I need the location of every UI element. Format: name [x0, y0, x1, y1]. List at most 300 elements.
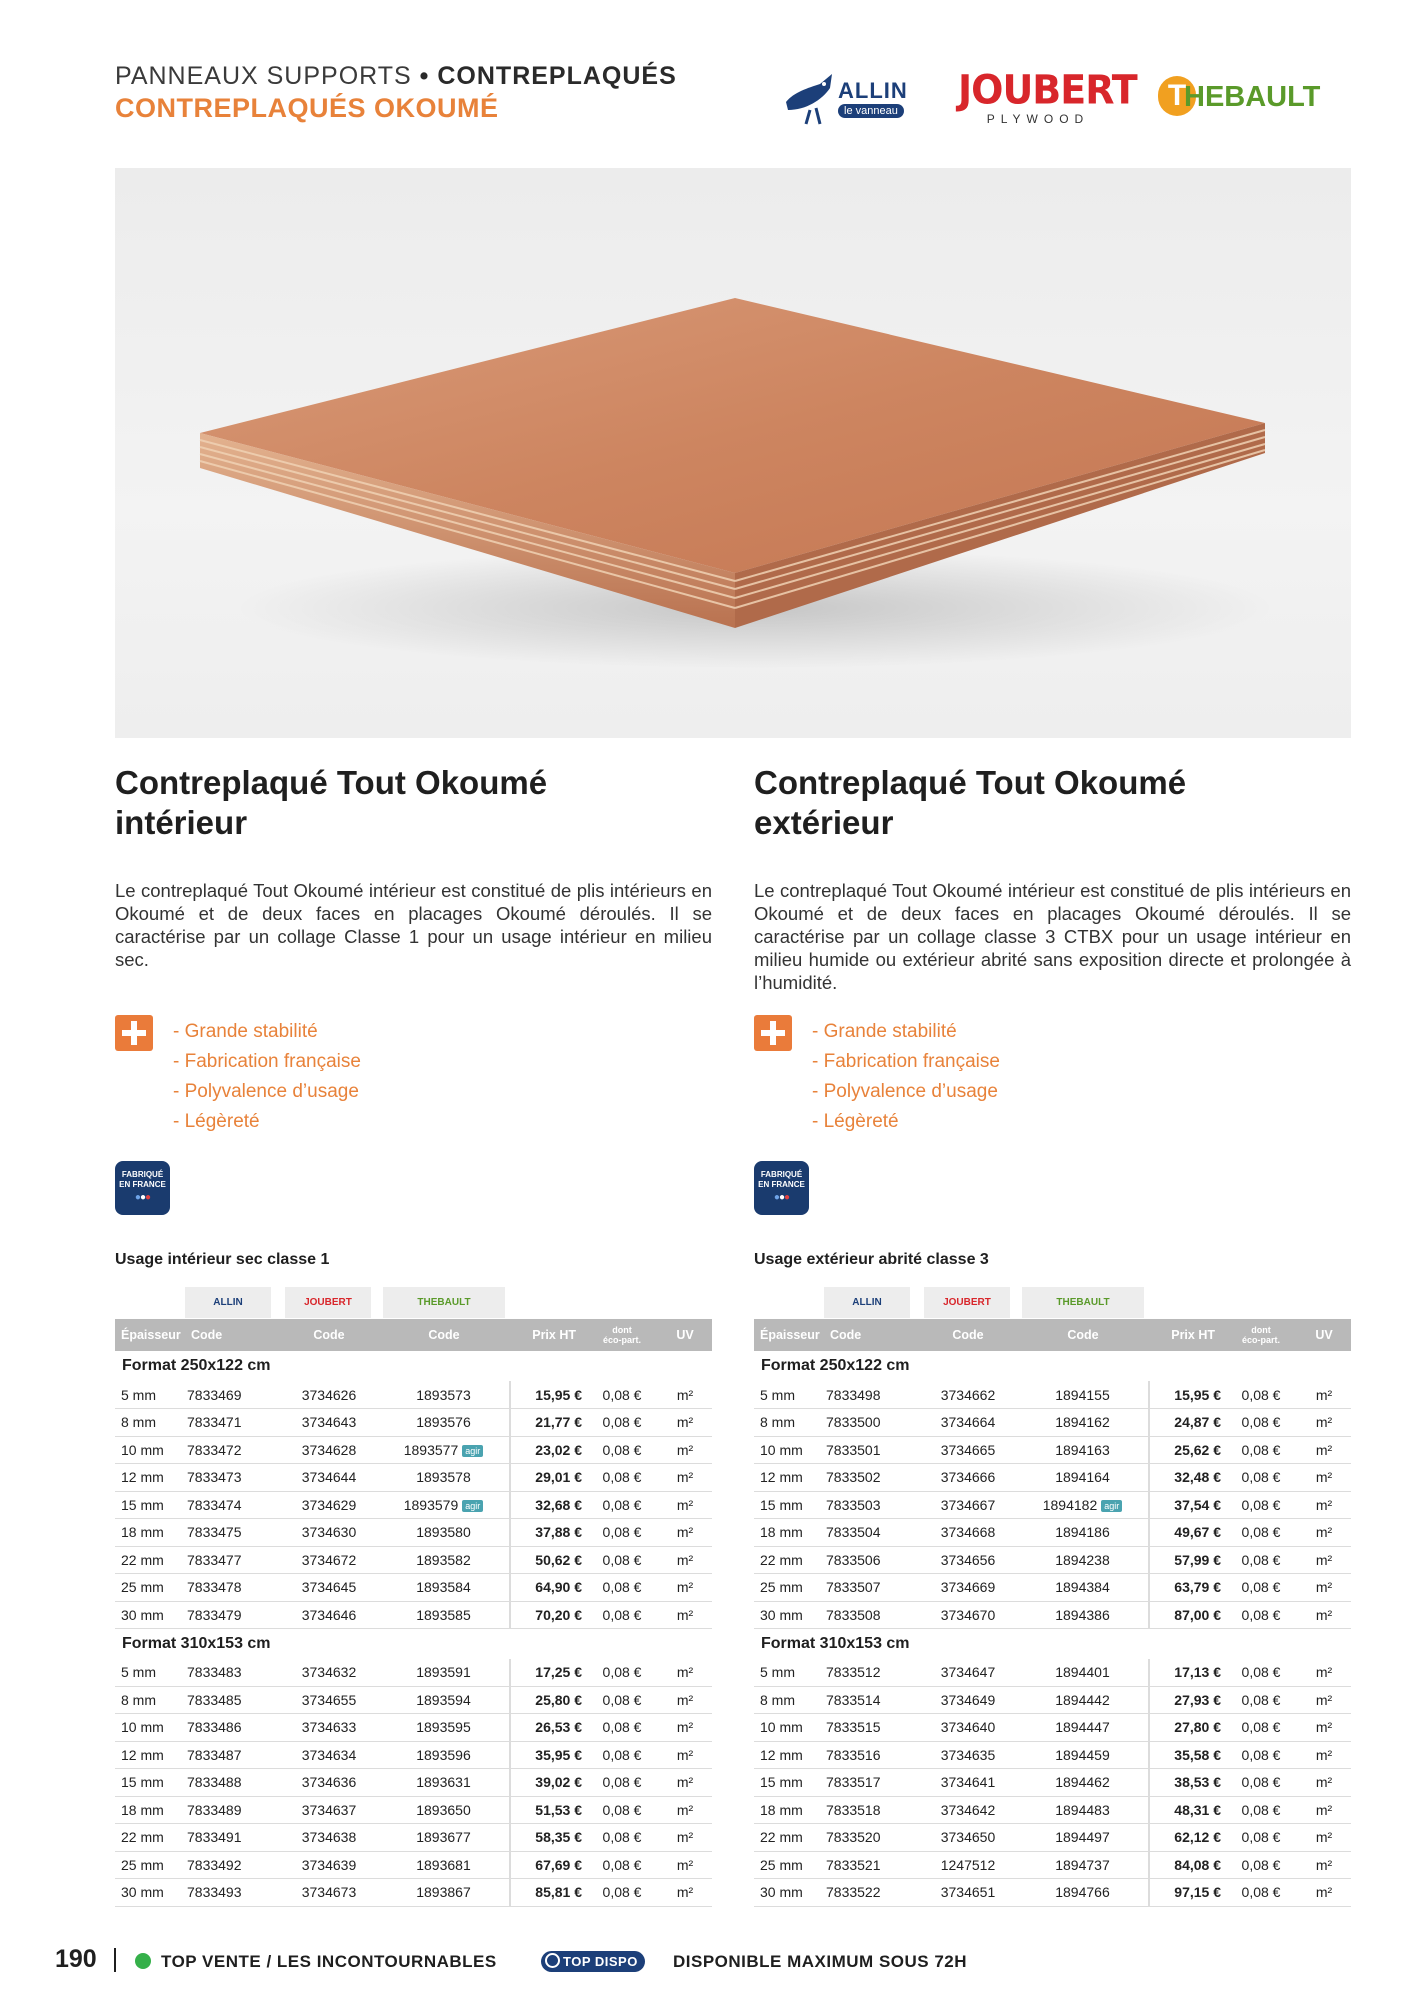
table-header-row [115, 1319, 712, 1351]
cell-epaisseur: 12 mm [115, 1464, 185, 1492]
cell-code-allin: 7833506 [824, 1546, 919, 1574]
cell-code-joubert: 3734650 [919, 1824, 1017, 1852]
cell-code-allin: 7833507 [824, 1574, 919, 1602]
cell-code-joubert: 3734634 [280, 1741, 378, 1769]
thebault-logo [1158, 76, 1333, 120]
cell-eco-part: 0,08 € [1225, 1546, 1297, 1574]
allin-logo-sub: le vanneau [838, 104, 904, 118]
cell-eco-part: 0,08 € [1225, 1519, 1297, 1547]
cell-code-joubert: 3734635 [919, 1741, 1017, 1769]
product-title [115, 763, 712, 847]
product-title-line1: Contreplaqué Tout Okoumé [754, 764, 1187, 801]
cell-code-joubert: 3734664 [919, 1409, 1017, 1437]
cell-eco-part: 0,08 € [1225, 1659, 1297, 1687]
cell-code-joubert: 3734667 [919, 1491, 1017, 1519]
code-value: 1894162 [1055, 1414, 1110, 1431]
mini-joubert-logo: JOUBERT [924, 1287, 1010, 1318]
table-row [115, 1796, 712, 1824]
cell-code-allin: 7833504 [824, 1519, 919, 1547]
cell-code-joubert: 3734628 [280, 1436, 378, 1464]
joubert-logo [958, 66, 1137, 126]
code-value: 1894186 [1055, 1524, 1110, 1541]
cell-prix: 50,62 € [510, 1546, 586, 1574]
cell-eco-part: 0,08 € [1225, 1464, 1297, 1492]
format-header-row [115, 1629, 712, 1659]
cell-prix: 21,77 € [510, 1409, 586, 1437]
product-title-line2: extérieur [754, 804, 894, 841]
code-value: 1894164 [1055, 1469, 1110, 1486]
cell-code-allin: 7833474 [185, 1491, 280, 1519]
cell-code-allin: 7833503 [824, 1491, 919, 1519]
cell-code-joubert: 3734656 [919, 1546, 1017, 1574]
table-brand-row [754, 1287, 1351, 1319]
cell-uv: m² [1297, 1686, 1351, 1714]
cell-code-thebault [1017, 1796, 1149, 1824]
code-value: 1894497 [1055, 1829, 1110, 1846]
cell-uv: m² [658, 1659, 712, 1687]
usage-label: Usage intérieur sec classe 1 [115, 1251, 330, 1268]
cell-code-thebault [378, 1714, 510, 1742]
cell-prix: 70,20 € [510, 1601, 586, 1629]
cell-epaisseur: 5 mm [754, 1381, 824, 1409]
cell-uv: m² [658, 1741, 712, 1769]
table-row [115, 1409, 712, 1437]
code-value: 1893591 [416, 1664, 471, 1680]
cell-prix: 57,99 € [1149, 1546, 1225, 1574]
cell-epaisseur: 10 mm [115, 1436, 185, 1464]
cell-eco-part: 0,08 € [1225, 1796, 1297, 1824]
cell-eco-part: 0,08 € [1225, 1714, 1297, 1742]
clock-icon [545, 1953, 560, 1968]
cell-epaisseur: 18 mm [115, 1519, 185, 1547]
cell-code-thebault [1017, 1824, 1149, 1852]
cell-code-thebault [378, 1686, 510, 1714]
cell-epaisseur: 30 mm [115, 1601, 185, 1629]
cell-epaisseur: 15 mm [754, 1769, 824, 1797]
table-body [115, 1351, 712, 1906]
cell-epaisseur: 25 mm [754, 1851, 824, 1879]
dispo-legend: DISPONIBLE MAXIMUM SOUS 72H [673, 1952, 968, 1971]
mini-thebault-logo: THEBAULT [1022, 1287, 1144, 1318]
cell-eco-part: 0,08 € [586, 1769, 658, 1797]
cell-prix: 84,08 € [1149, 1851, 1225, 1879]
cell-code-joubert: 3734638 [280, 1824, 378, 1852]
format-label: Format 250x122 cm [122, 1357, 271, 1374]
format-label: Format 310x153 cm [761, 1634, 910, 1652]
col-code-joubert: Code [280, 1319, 378, 1351]
table-row [115, 1879, 712, 1907]
cell-prix: 64,90 € [510, 1574, 586, 1602]
plus-icon [754, 1015, 792, 1051]
table-row [115, 1436, 712, 1464]
cell-code-thebault [1017, 1879, 1149, 1907]
cell-code-allin: 7833472 [185, 1436, 280, 1464]
col-code-joubert: Code [919, 1319, 1017, 1351]
cell-eco-part: 0,08 € [586, 1519, 658, 1547]
col-eco-part [586, 1319, 658, 1351]
price-table-wrapper [115, 1287, 712, 1907]
col-code-thebault: Code [1017, 1319, 1149, 1351]
col-prix: Prix HT [510, 1319, 586, 1351]
code-value: 1893582 [416, 1551, 471, 1568]
cell-code-joubert: 3734647 [919, 1659, 1017, 1687]
cell-uv: m² [1297, 1409, 1351, 1437]
cell-prix: 58,35 € [510, 1824, 586, 1852]
cell-code-joubert: 3734642 [919, 1796, 1017, 1824]
benefits-list [173, 1017, 361, 1137]
table-row [754, 1519, 1351, 1547]
cell-code-thebault [378, 1464, 510, 1492]
cell-code-allin: 7833488 [185, 1769, 280, 1797]
cell-eco-part: 0,08 € [1225, 1491, 1297, 1519]
code-value: 1894462 [1055, 1774, 1110, 1791]
cell-code-thebault [378, 1851, 510, 1879]
format-header-row [754, 1351, 1351, 1381]
cell-code-thebault [1017, 1769, 1149, 1797]
cell-code-allin: 7833514 [824, 1686, 919, 1714]
cell-uv: m² [1297, 1659, 1351, 1687]
cell-prix: 51,53 € [510, 1796, 586, 1824]
table-row [115, 1381, 712, 1409]
allin-logo [780, 66, 918, 130]
cell-eco-part: 0,08 € [586, 1879, 658, 1907]
benefit-item: - Grande stabilité [812, 1021, 957, 1042]
allin-logo-name: ALLIN [838, 78, 908, 103]
cell-code-joubert: 3734632 [280, 1659, 378, 1687]
cell-uv: m² [1297, 1491, 1351, 1519]
cell-epaisseur: 30 mm [115, 1879, 185, 1907]
cell-eco-part: 0,08 € [586, 1686, 658, 1714]
cell-code-allin: 7833518 [824, 1796, 919, 1824]
cell-epaisseur: 18 mm [754, 1519, 824, 1547]
cell-code-allin: 7833517 [824, 1769, 919, 1797]
cell-code-joubert: 1247512 [919, 1851, 1017, 1879]
cell-code-allin: 7833508 [824, 1601, 919, 1629]
badge-line2: EN FRANCE [758, 1180, 805, 1189]
benefit-item: - Fabrication française [812, 1051, 1000, 1072]
cell-epaisseur: 10 mm [754, 1714, 824, 1742]
cell-uv: m² [1297, 1769, 1351, 1797]
cell-prix: 35,95 € [510, 1741, 586, 1769]
cell-code-allin: 7833500 [824, 1409, 919, 1437]
table-row [754, 1381, 1351, 1409]
cell-code-joubert: 3734646 [280, 1601, 378, 1629]
code-value: 1893577 [403, 1441, 459, 1458]
cell-code-thebault [378, 1659, 510, 1687]
cell-uv: m² [658, 1714, 712, 1742]
cell-code-allin: 7833486 [185, 1714, 280, 1742]
cell-code-thebault [1017, 1409, 1149, 1437]
cell-uv: m² [658, 1824, 712, 1852]
cell-prix: 17,13 € [1149, 1659, 1225, 1687]
cell-epaisseur: 12 mm [115, 1741, 185, 1769]
cell-eco-part: 0,08 € [586, 1824, 658, 1852]
plus-icon [115, 1015, 153, 1051]
cell-code-thebault [1017, 1491, 1149, 1519]
table-body [754, 1351, 1351, 1906]
table-row [754, 1491, 1351, 1519]
cell-epaisseur: 22 mm [115, 1546, 185, 1574]
cell-prix: 48,31 € [1149, 1796, 1225, 1824]
cell-code-thebault [378, 1409, 510, 1437]
top-vente-legend: TOP VENTE / LES INCONTOURNABLES [161, 1952, 497, 1971]
cell-eco-part: 0,08 € [586, 1796, 658, 1824]
footer-divider [114, 1948, 116, 1972]
bird-icon [780, 66, 836, 126]
cell-prix: 38,53 € [1149, 1769, 1225, 1797]
code-value: 1894459 [1055, 1746, 1110, 1763]
cell-prix: 32,48 € [1149, 1464, 1225, 1492]
cell-code-thebault [378, 1491, 510, 1519]
cell-code-allin: 7833479 [185, 1601, 280, 1629]
cell-eco-part: 0,08 € [586, 1491, 658, 1519]
cell-uv: m² [1297, 1574, 1351, 1602]
made-in-france-badge [754, 1161, 809, 1215]
cell-prix: 39,02 € [510, 1769, 586, 1797]
cell-uv: m² [658, 1491, 712, 1519]
cell-code-allin: 7833492 [185, 1851, 280, 1879]
cell-prix: 25,62 € [1149, 1436, 1225, 1464]
cell-uv: m² [658, 1851, 712, 1879]
code-value: 1894483 [1055, 1801, 1110, 1818]
format-header-row [115, 1351, 712, 1381]
code-value: 1894238 [1055, 1551, 1110, 1568]
cell-uv: m² [658, 1409, 712, 1437]
col-code-allin: Code [824, 1319, 919, 1351]
cell-eco-part: 0,08 € [1225, 1824, 1297, 1852]
table-row [754, 1714, 1351, 1742]
cell-prix: 35,58 € [1149, 1741, 1225, 1769]
col-epaisseur: Épaisseur [754, 1319, 824, 1351]
cell-prix: 87,00 € [1149, 1601, 1225, 1629]
code-value: 1894155 [1055, 1386, 1110, 1403]
cell-code-thebault [378, 1796, 510, 1824]
cell-epaisseur: 15 mm [115, 1491, 185, 1519]
mini-allin-logo: ALLIN [185, 1287, 271, 1318]
agir-label: agir [462, 1500, 483, 1512]
cell-eco-part: 0,08 € [1225, 1686, 1297, 1714]
cell-uv: m² [1297, 1851, 1351, 1879]
cell-epaisseur: 25 mm [115, 1574, 185, 1602]
cell-prix: 37,54 € [1149, 1491, 1225, 1519]
code-value: 1893584 [416, 1579, 471, 1596]
code-value: 1894163 [1055, 1441, 1110, 1458]
table-brand-row [115, 1287, 712, 1319]
cell-prix: 23,02 € [510, 1436, 586, 1464]
cell-uv: m² [658, 1574, 712, 1602]
cell-eco-part: 0,08 € [1225, 1574, 1297, 1602]
cell-code-joubert: 3734673 [280, 1879, 378, 1907]
table-row [115, 1686, 712, 1714]
code-value: 1893677 [416, 1829, 471, 1846]
format-label: Format 310x153 cm [122, 1634, 271, 1652]
cell-epaisseur: 25 mm [754, 1574, 824, 1602]
col-eco-line1: dont [1251, 1325, 1271, 1335]
table-row [754, 1601, 1351, 1629]
cell-code-thebault [1017, 1659, 1149, 1687]
code-value: 1893650 [416, 1801, 471, 1818]
page-footer [55, 1945, 1355, 1979]
cell-uv: m² [1297, 1824, 1351, 1852]
cell-epaisseur: 22 mm [754, 1546, 824, 1574]
mini-thebault-logo: THEBAULT [383, 1287, 505, 1318]
cell-epaisseur: 8 mm [115, 1409, 185, 1437]
cell-code-allin: 7833521 [824, 1851, 919, 1879]
cell-prix: 85,81 € [510, 1879, 586, 1907]
code-value: 1893576 [416, 1414, 471, 1431]
cell-epaisseur: 5 mm [754, 1659, 824, 1687]
cell-uv: m² [658, 1464, 712, 1492]
benefit-item: - Légèreté [173, 1111, 260, 1132]
code-value: 1894447 [1055, 1719, 1110, 1736]
cell-epaisseur: 8 mm [754, 1686, 824, 1714]
col-uv: UV [658, 1319, 712, 1351]
col-code-thebault: Code [378, 1319, 510, 1351]
price-table [754, 1319, 1351, 1907]
table-row [115, 1769, 712, 1797]
table-row [754, 1686, 1351, 1714]
cell-prix: 17,25 € [510, 1659, 586, 1687]
plywood-panel-image [115, 168, 1351, 738]
cell-epaisseur: 8 mm [754, 1409, 824, 1437]
cell-code-thebault [1017, 1714, 1149, 1742]
cell-uv: m² [1297, 1601, 1351, 1629]
product-photo [115, 168, 1351, 738]
cell-code-joubert: 3734670 [919, 1601, 1017, 1629]
cell-eco-part: 0,08 € [586, 1546, 658, 1574]
cell-prix: 26,53 € [510, 1714, 586, 1742]
usage-label: Usage extérieur abrité classe 3 [754, 1251, 989, 1268]
code-value: 1894401 [1055, 1664, 1110, 1680]
page-number: 190 [55, 1945, 97, 1973]
code-value: 1893595 [416, 1719, 471, 1736]
cell-code-allin: 7833498 [824, 1381, 919, 1409]
col-eco-line2: éco-part. [1241, 1335, 1280, 1345]
cell-code-allin: 7833471 [185, 1409, 280, 1437]
table-row [115, 1714, 712, 1742]
code-value: 1894182 [1042, 1496, 1098, 1513]
agir-label: agir [1101, 1500, 1122, 1512]
cell-code-joubert: 3734645 [280, 1574, 378, 1602]
cell-uv: m² [658, 1519, 712, 1547]
code-value: 1893596 [416, 1746, 471, 1763]
cell-code-joubert: 3734636 [280, 1769, 378, 1797]
product-description: Le contreplaqué Tout Okoumé intérieur est constitué de plis intérieurs en Okoumé et de deux faces en placages Okoumé déroulés. Il se caractérise par un collage Classe 1 pour un usage intérieur en milieu sec. [115, 880, 712, 970]
cell-code-joubert: 3734662 [919, 1381, 1017, 1409]
cell-uv: m² [658, 1601, 712, 1629]
badge-line2: EN FRANCE [119, 1180, 166, 1189]
cell-uv: m² [1297, 1796, 1351, 1824]
cell-eco-part: 0,08 € [1225, 1851, 1297, 1879]
cell-uv: m² [1297, 1546, 1351, 1574]
cell-uv: m² [1297, 1436, 1351, 1464]
table-row [754, 1824, 1351, 1852]
badge-line1: FABRIQUÉ [121, 1170, 164, 1179]
agir-label: agir [462, 1445, 483, 1457]
joubert-logo-sub: PLYWOOD [986, 112, 1090, 126]
benefit-item: - Polyvalence d’usage [173, 1081, 359, 1102]
cell-prix: 29,01 € [510, 1464, 586, 1492]
cell-prix: 62,12 € [1149, 1824, 1225, 1852]
format-header-row [754, 1629, 1351, 1659]
page-header [115, 62, 677, 124]
cell-eco-part: 0,08 € [1225, 1879, 1297, 1907]
table-row [754, 1409, 1351, 1437]
cell-eco-part: 0,08 € [586, 1574, 658, 1602]
col-prix: Prix HT [1149, 1319, 1225, 1351]
table-row [754, 1464, 1351, 1492]
cell-code-joubert: 3734666 [919, 1464, 1017, 1492]
flag-dots-icon: ●●● [134, 1192, 151, 1203]
cell-prix: 67,69 € [510, 1851, 586, 1879]
cell-code-joubert: 3734626 [280, 1381, 378, 1409]
cell-code-joubert: 3734633 [280, 1714, 378, 1742]
cell-uv: m² [658, 1686, 712, 1714]
price-table [115, 1319, 712, 1907]
product-interior [115, 763, 712, 1901]
cell-code-thebault [378, 1824, 510, 1852]
cell-code-joubert: 3734629 [280, 1491, 378, 1519]
cell-eco-part: 0,08 € [1225, 1436, 1297, 1464]
product-exterior [754, 763, 1351, 1901]
cell-prix: 25,80 € [510, 1686, 586, 1714]
cell-code-joubert: 3734630 [280, 1519, 378, 1547]
cell-epaisseur: 5 mm [115, 1659, 185, 1687]
cell-code-thebault [1017, 1381, 1149, 1409]
cell-eco-part: 0,08 € [586, 1659, 658, 1687]
cell-code-joubert: 3734639 [280, 1851, 378, 1879]
code-value: 1893867 [416, 1884, 471, 1901]
cell-uv: m² [1297, 1879, 1351, 1907]
table-row [115, 1519, 712, 1547]
cell-code-thebault [1017, 1546, 1149, 1574]
cell-epaisseur: 18 mm [115, 1796, 185, 1824]
joubert-logo-name: JOUBERT [958, 66, 1137, 114]
code-value: 1893578 [416, 1469, 471, 1486]
cell-code-joubert: 3734665 [919, 1436, 1017, 1464]
code-value: 1894766 [1055, 1884, 1110, 1901]
table-row [115, 1601, 712, 1629]
cell-code-thebault [378, 1741, 510, 1769]
cell-code-allin: 7833477 [185, 1546, 280, 1574]
code-value: 1893580 [416, 1524, 471, 1541]
thebault-logo-name: HEBAULT [1184, 81, 1321, 113]
cell-code-thebault [378, 1546, 510, 1574]
cell-uv: m² [1297, 1381, 1351, 1409]
flag-dots-icon: ●●● [773, 1192, 790, 1203]
cell-code-thebault [378, 1381, 510, 1409]
top-vente-dot-icon [135, 1953, 151, 1969]
cell-code-allin: 7833489 [185, 1796, 280, 1824]
cell-uv: m² [658, 1879, 712, 1907]
cell-code-joubert: 3734637 [280, 1796, 378, 1824]
code-value: 1893579 [403, 1496, 459, 1513]
table-row [115, 1741, 712, 1769]
price-table-wrapper [754, 1287, 1351, 1907]
cell-epaisseur: 22 mm [754, 1824, 824, 1852]
cell-eco-part: 0,08 € [586, 1381, 658, 1409]
cell-code-thebault [378, 1519, 510, 1547]
top-dispo-badge [541, 1951, 645, 1972]
table-row [115, 1464, 712, 1492]
breadcrumb-subcategory: CONTREPLAQUÉS [437, 62, 677, 90]
cell-epaisseur: 10 mm [115, 1714, 185, 1742]
cell-uv: m² [658, 1769, 712, 1797]
table-row [115, 1824, 712, 1852]
badge-line1: FABRIQUÉ [760, 1170, 803, 1179]
cell-epaisseur: 25 mm [115, 1851, 185, 1879]
benefit-item: - Légèreté [812, 1111, 899, 1132]
